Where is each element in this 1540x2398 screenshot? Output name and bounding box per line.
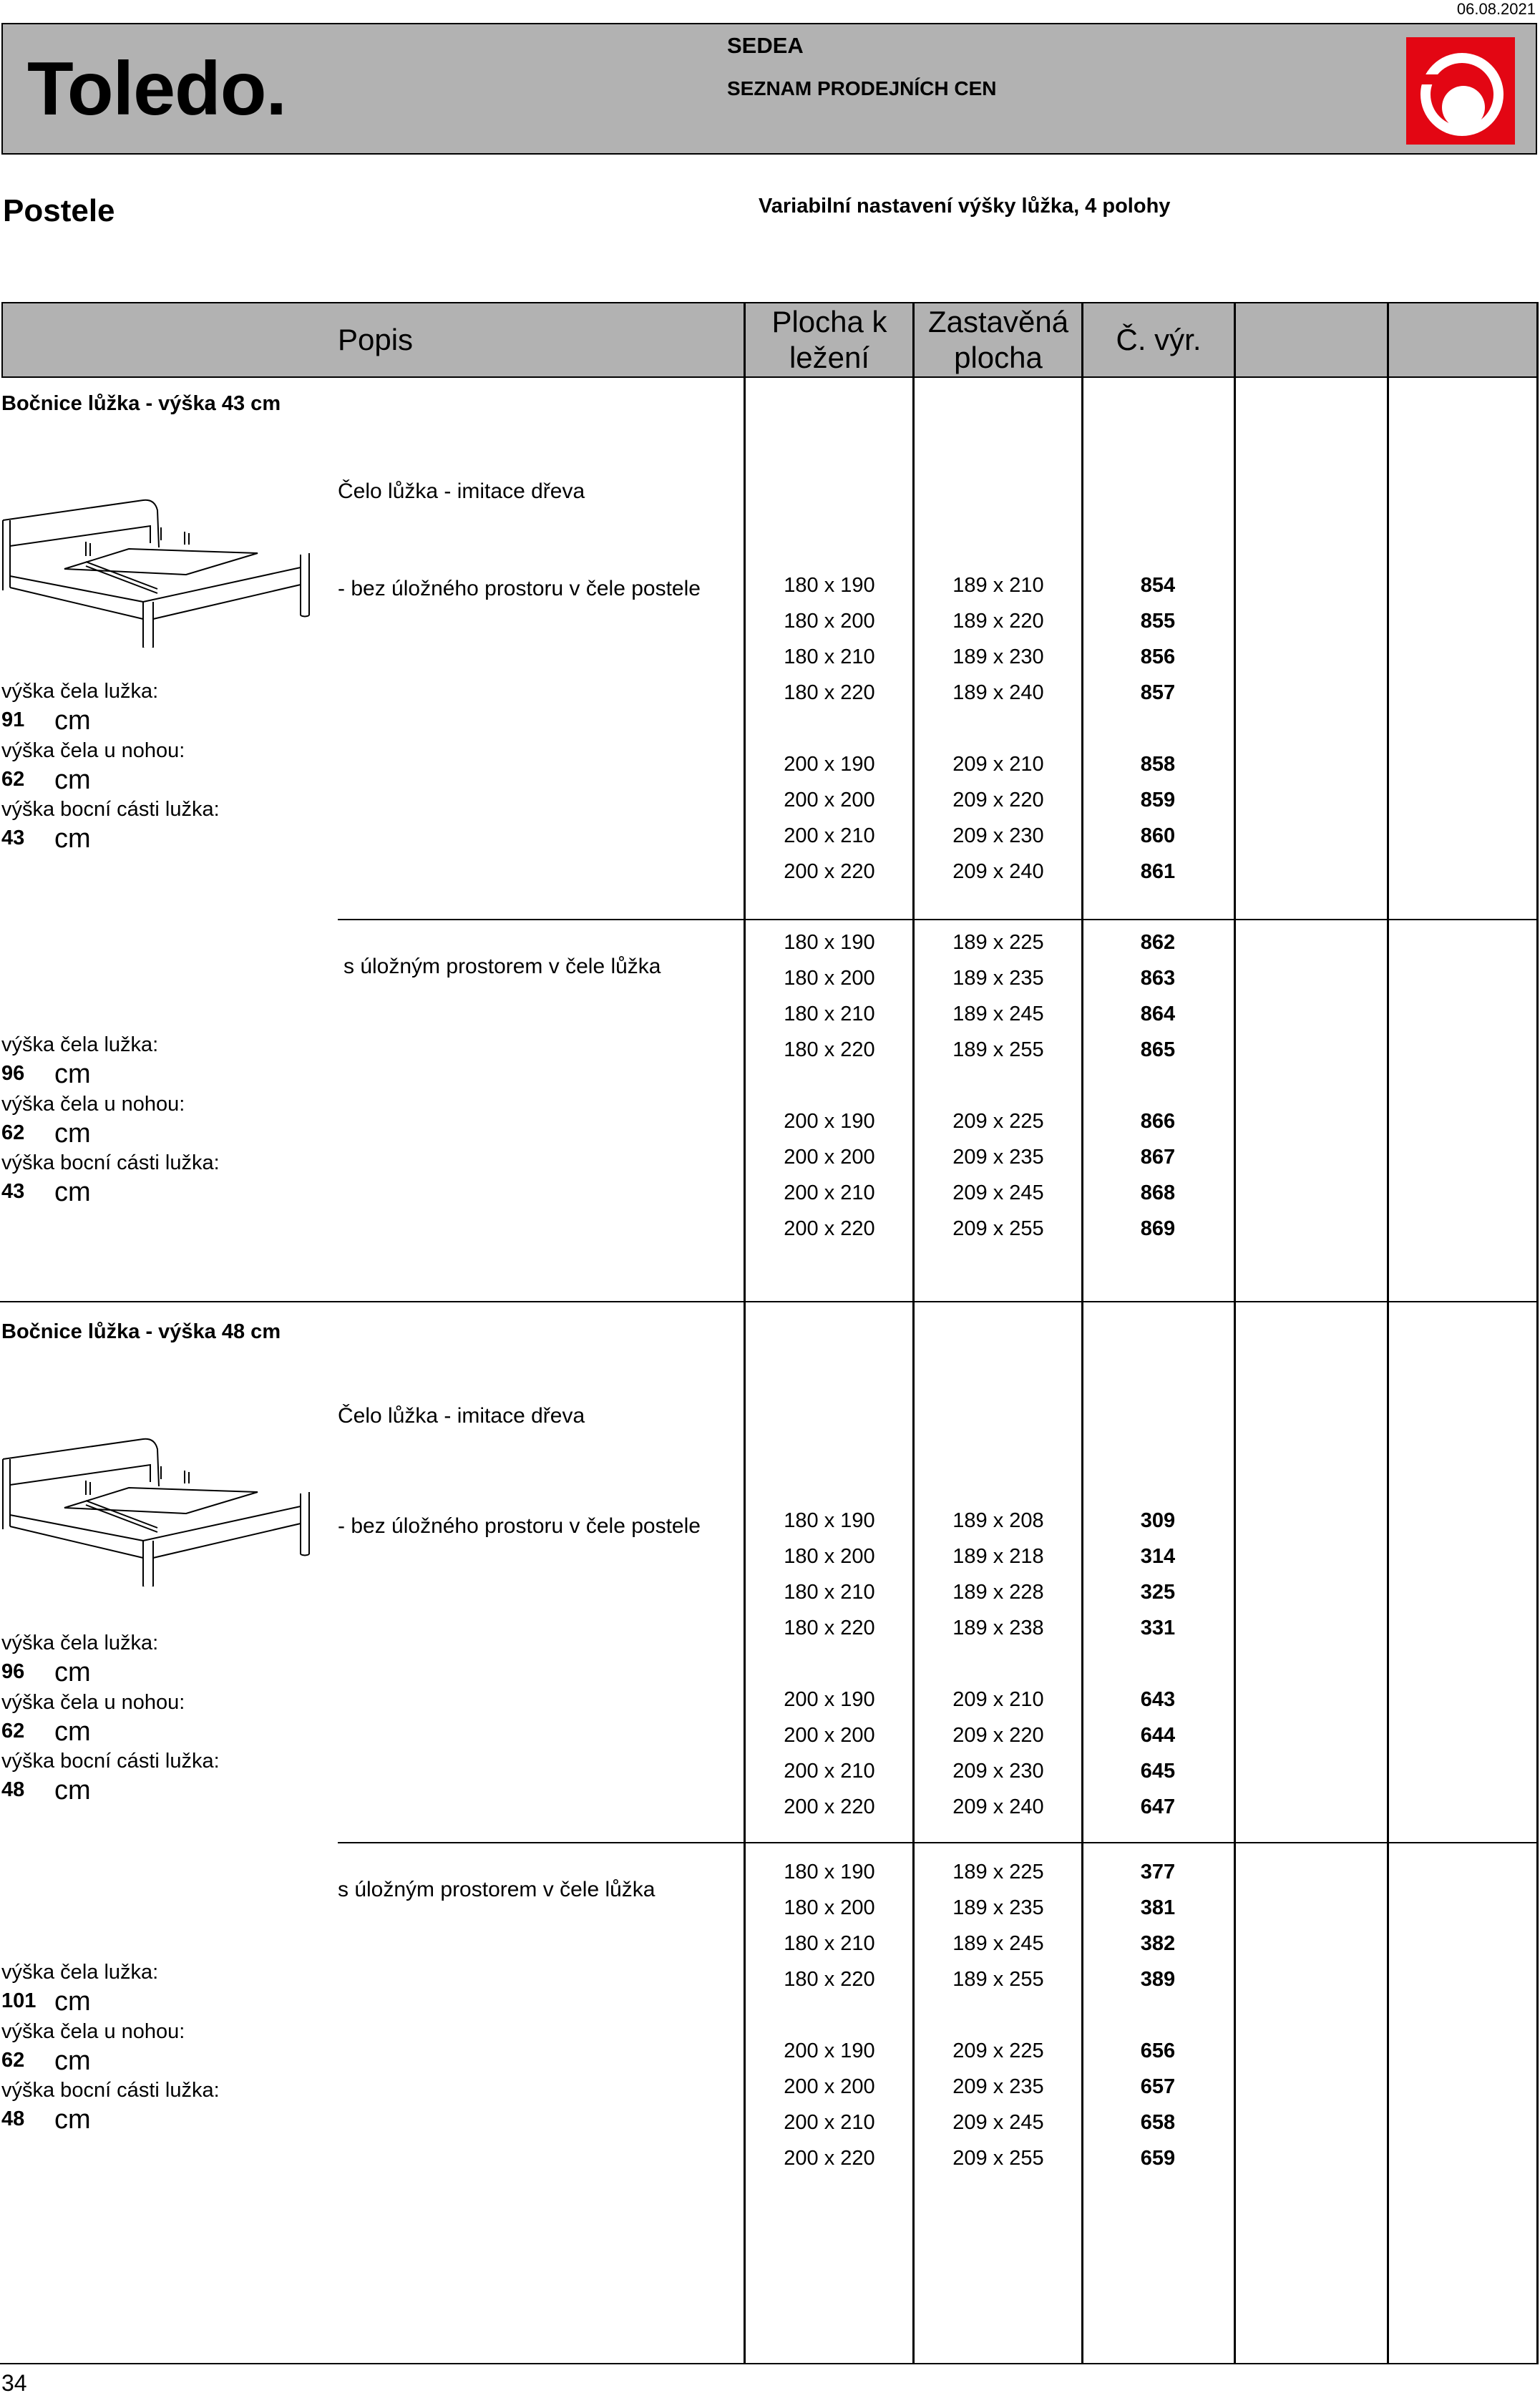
product-code-cell: 377 [1140, 1861, 1176, 1883]
plocha-cell: 180 x 220 [784, 1968, 875, 1991]
plocha-cell: 180 x 200 [784, 610, 875, 633]
product-code-cell: 866 [1140, 1110, 1176, 1133]
dimension-value: 62 [1, 1720, 25, 1743]
column-header-zastavena-line2: plocha [954, 341, 1043, 374]
group-title: Bočnice lůžka - výška 48 cm [1, 1320, 281, 1343]
dimension-label: výška čela lužka: [1, 1632, 159, 1654]
zastavena-cell: 209 x 240 [952, 1795, 1044, 1818]
product-code-cell: 863 [1140, 967, 1176, 990]
plocha-cell: 200 x 220 [784, 2147, 875, 2170]
zastavena-cell: 209 x 235 [952, 2075, 1044, 2098]
dimension-label: výška čela u nohou: [1, 1093, 185, 1116]
product-code-cell: 858 [1140, 753, 1176, 776]
zastavena-cell: 189 x 225 [952, 1861, 1044, 1883]
zastavena-cell: 189 x 220 [952, 610, 1044, 633]
section-title: Postele [3, 193, 115, 228]
zastavena-cell: 209 x 255 [952, 1217, 1044, 1240]
dimension-label: výška čela u nohou: [1, 1691, 185, 1714]
zastavena-cell: 189 x 225 [952, 931, 1044, 954]
zastavena-cell: 209 x 210 [952, 753, 1044, 776]
column-header-zastavena [914, 302, 1083, 378]
dimension-unit: cm [54, 706, 91, 736]
dimension-unit: cm [54, 824, 91, 854]
product-code-cell: 855 [1140, 610, 1176, 633]
plocha-cell: 180 x 210 [784, 1581, 875, 1604]
product-code-cell: 867 [1140, 1146, 1176, 1169]
variant-label: s úložným prostorem v čele lůžka [338, 1878, 656, 1901]
zastavena-cell: 189 x 210 [952, 574, 1044, 597]
dimension-label: výška čela lužka: [1, 680, 159, 703]
plocha-cell: 180 x 220 [784, 681, 875, 704]
product-code-cell: 309 [1140, 1509, 1176, 1532]
zastavena-cell: 189 x 240 [952, 681, 1044, 704]
plocha-cell: 180 x 210 [784, 645, 875, 668]
column-divider [1234, 302, 1236, 2364]
group-title: Bočnice lůžka - výška 43 cm [1, 392, 281, 415]
product-code-cell: 314 [1140, 1545, 1176, 1568]
plocha-cell: 180 x 220 [784, 1617, 875, 1639]
variant-label: - bez úložného prostoru v čele postele [338, 1514, 701, 1538]
plocha-cell: 180 x 200 [784, 1545, 875, 1568]
product-code-cell: 856 [1140, 645, 1176, 668]
column-header-zastavena-line1: Zastavěná [927, 305, 1069, 338]
zastavena-cell: 189 x 228 [952, 1581, 1044, 1604]
zastavena-cell: 189 x 255 [952, 1968, 1044, 1991]
dimension-value: 62 [1, 1121, 25, 1144]
product-code-cell: 854 [1140, 574, 1176, 597]
product-code-cell: 862 [1140, 931, 1176, 954]
product-code-cell: 381 [1140, 1896, 1176, 1919]
zastavena-cell: 189 x 245 [952, 1003, 1044, 1025]
product-code-cell: 869 [1140, 1217, 1176, 1240]
group-description: Čelo lůžka - imitace dřeva [338, 1404, 585, 1428]
brand-title: Toledo. [27, 47, 286, 131]
plocha-cell: 200 x 190 [784, 753, 875, 776]
group-divider [0, 1301, 1539, 1302]
group-description: Čelo lůžka - imitace dřeva [338, 479, 585, 503]
plocha-cell: 200 x 210 [784, 1181, 875, 1204]
table-bottom-rule [0, 2363, 1539, 2364]
dimension-label: výška čela u nohou: [1, 2020, 185, 2043]
dimension-value: 48 [1, 2107, 25, 2130]
section-note: Variabilní nastavení výšky lůžka, 4 polohy [759, 195, 1171, 218]
dimension-value: 62 [1, 768, 25, 791]
product-code-cell: 659 [1140, 2147, 1176, 2170]
plocha-cell: 180 x 200 [784, 967, 875, 990]
dimension-unit: cm [54, 2105, 91, 2135]
document-title: SEZNAM PRODEJNÍCH CEN [727, 77, 997, 99]
zastavena-cell: 189 x 238 [952, 1617, 1044, 1639]
column-divider [1536, 302, 1539, 2364]
bed-drawing-icon [0, 1408, 315, 1587]
variant-divider [338, 919, 1539, 920]
plocha-cell: 180 x 210 [784, 1932, 875, 1955]
column-header-plocha [745, 302, 914, 378]
product-code-cell: 331 [1140, 1617, 1176, 1639]
product-code-cell: 656 [1140, 2039, 1176, 2062]
dimension-value: 43 [1, 827, 25, 849]
dimension-label: výška čela lužka: [1, 1961, 159, 1984]
zastavena-cell: 209 x 225 [952, 2039, 1044, 2062]
dimension-unit: cm [54, 1657, 91, 1687]
dimension-value: 48 [1, 1778, 25, 1801]
dimension-unit: cm [54, 2046, 91, 2076]
product-code-cell: 861 [1140, 860, 1176, 883]
zastavena-cell: 189 x 235 [952, 967, 1044, 990]
dimension-value: 91 [1, 708, 25, 731]
dimension-value: 96 [1, 1062, 25, 1085]
product-code-cell: 647 [1140, 1795, 1176, 1818]
plocha-cell: 180 x 220 [784, 1038, 875, 1061]
plocha-cell: 200 x 200 [784, 1146, 875, 1169]
plocha-cell: 200 x 190 [784, 1688, 875, 1711]
zastavena-cell: 209 x 230 [952, 1760, 1044, 1783]
zastavena-cell: 209 x 245 [952, 1181, 1044, 1204]
column-header-plocha-line2: ležení [789, 341, 870, 374]
product-code-cell: 325 [1140, 1581, 1176, 1604]
zastavena-cell: 189 x 235 [952, 1896, 1044, 1919]
variant-label: - bez úložného prostoru v čele postele [338, 577, 701, 600]
product-code-cell: 865 [1140, 1038, 1176, 1061]
dimension-unit: cm [54, 1118, 91, 1149]
zastavena-cell: 189 x 230 [952, 645, 1044, 668]
product-code-cell: 868 [1140, 1181, 1176, 1204]
zastavena-cell: 209 x 220 [952, 789, 1044, 811]
product-code-cell: 643 [1140, 1688, 1176, 1711]
bed-drawing-icon [0, 469, 315, 648]
zastavena-cell: 209 x 240 [952, 860, 1044, 883]
dimension-value: 96 [1, 1660, 25, 1683]
plocha-cell: 200 x 220 [784, 1217, 875, 1240]
zastavena-cell: 189 x 218 [952, 1545, 1044, 1568]
product-code-cell: 644 [1140, 1724, 1176, 1747]
zastavena-cell: 209 x 225 [952, 1110, 1044, 1133]
product-code-cell: 860 [1140, 824, 1176, 847]
variant-label: s úložným prostorem v čele lůžka [343, 955, 661, 978]
dimension-label: výška bocní cásti lužka: [1, 1151, 220, 1174]
dimension-unit: cm [54, 1059, 91, 1089]
product-code-cell: 859 [1140, 789, 1176, 811]
sedea-logo-icon [1406, 37, 1515, 145]
plocha-cell: 180 x 200 [784, 1896, 875, 1919]
dimension-value: 62 [1, 2049, 25, 2072]
dimension-unit: cm [54, 1775, 91, 1805]
product-code-cell: 645 [1140, 1760, 1176, 1783]
dimension-label: výška čela u nohou: [1, 739, 185, 762]
dimension-label: výška bocní cásti lužka: [1, 2079, 220, 2102]
zastavena-cell: 209 x 210 [952, 1688, 1044, 1711]
column-header-plocha-line1: Plocha k [771, 305, 887, 338]
column-header-popis: Popis [338, 323, 414, 356]
company-name: SEDEA [727, 33, 804, 58]
plocha-cell: 180 x 190 [784, 1509, 875, 1532]
zastavena-cell: 209 x 230 [952, 824, 1044, 847]
product-code-cell: 389 [1140, 1968, 1176, 1991]
plocha-cell: 180 x 190 [784, 931, 875, 954]
column-header-cislo: Č. výr. [1116, 323, 1202, 356]
zastavena-cell: 189 x 208 [952, 1509, 1044, 1532]
dimension-unit: cm [54, 1717, 91, 1747]
dimension-value: 101 [1, 1989, 36, 2012]
product-code-cell: 382 [1140, 1932, 1176, 1955]
dimension-label: výška bocní cásti lužka: [1, 1750, 220, 1773]
plocha-cell: 180 x 190 [784, 1861, 875, 1883]
plocha-cell: 200 x 200 [784, 2075, 875, 2098]
plocha-cell: 200 x 220 [784, 860, 875, 883]
plocha-cell: 200 x 190 [784, 2039, 875, 2062]
plocha-cell: 180 x 210 [784, 1003, 875, 1025]
plocha-cell: 200 x 200 [784, 789, 875, 811]
variant-divider [338, 1842, 1539, 1843]
dimension-unit: cm [54, 765, 91, 795]
dimension-label: výška bocní cásti lužka: [1, 798, 220, 821]
plocha-cell: 180 x 190 [784, 574, 875, 597]
plocha-cell: 200 x 200 [784, 1724, 875, 1747]
column-divider [1387, 302, 1389, 2364]
plocha-cell: 200 x 210 [784, 2111, 875, 2134]
product-code-cell: 857 [1140, 681, 1176, 704]
print-date: 06.08.2021 [1456, 0, 1536, 18]
zastavena-cell: 209 x 255 [952, 2147, 1044, 2170]
plocha-cell: 200 x 190 [784, 1110, 875, 1133]
zastavena-cell: 209 x 220 [952, 1724, 1044, 1747]
dimension-value: 43 [1, 1180, 25, 1203]
product-code-cell: 657 [1140, 2075, 1176, 2098]
plocha-cell: 200 x 210 [784, 1760, 875, 1783]
product-code-cell: 864 [1140, 1003, 1176, 1025]
product-code-cell: 658 [1140, 2111, 1176, 2134]
plocha-cell: 200 x 210 [784, 824, 875, 847]
zastavena-cell: 209 x 245 [952, 2111, 1044, 2134]
zastavena-cell: 189 x 245 [952, 1932, 1044, 1955]
dimension-label: výška čela lužka: [1, 1033, 159, 1056]
dimension-unit: cm [54, 1987, 91, 2017]
dimension-unit: cm [54, 1177, 91, 1207]
page-number: 34 [1, 2370, 27, 2396]
plocha-cell: 200 x 220 [784, 1795, 875, 1818]
zastavena-cell: 209 x 235 [952, 1146, 1044, 1169]
zastavena-cell: 189 x 255 [952, 1038, 1044, 1061]
